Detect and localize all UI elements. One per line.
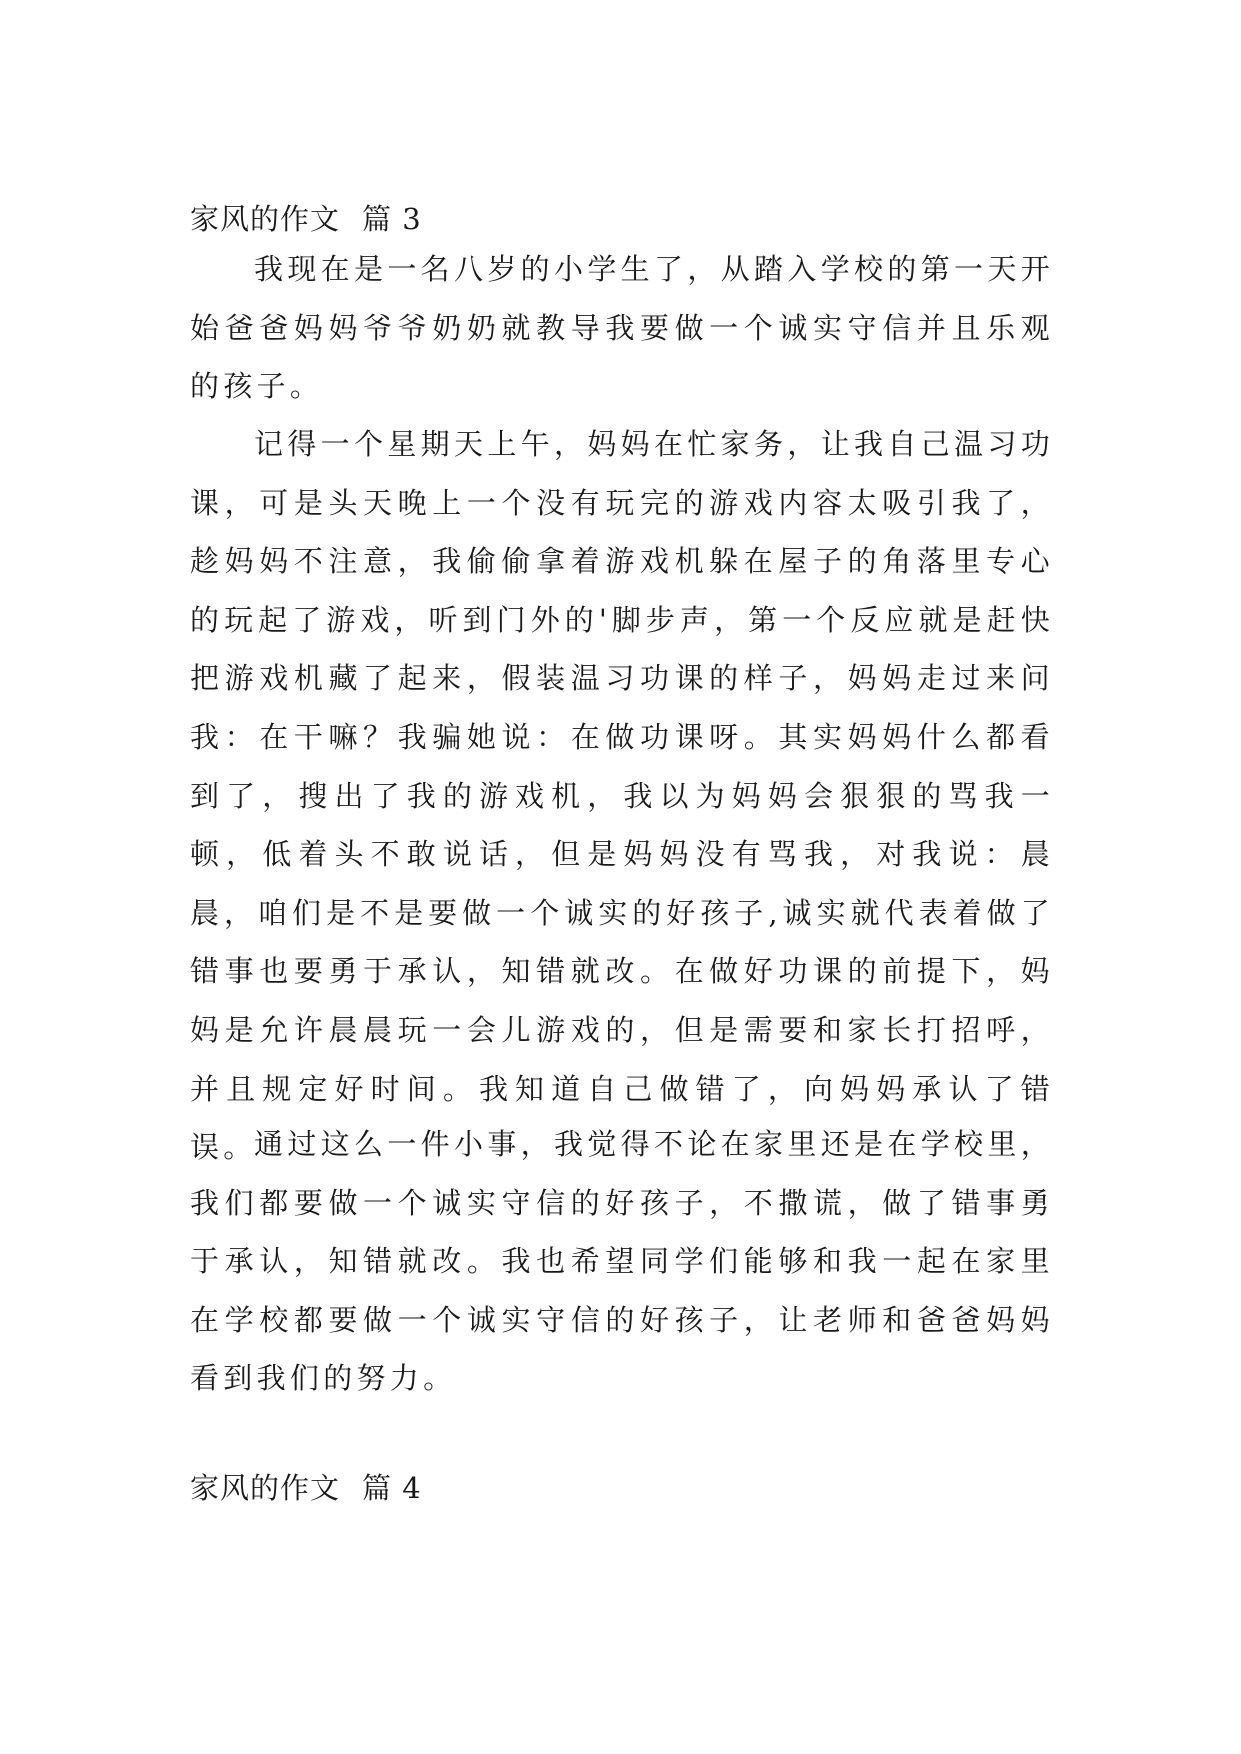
heading-number: 篇 3 (362, 202, 422, 236)
heading-number: 篇 4 (362, 1471, 422, 1505)
section-heading-3 (190, 199, 422, 239)
section-heading-4 (190, 1468, 422, 1508)
heading-title: 家风的作文 (190, 1471, 341, 1505)
paragraph-3: 通过这么一件小事，我觉得不论在家里还是在学校里，我们都要做一个诚实守信的好孩子，不撒谎，做了错事勇于承认，知错就改。我也希望同学们能够和我一起在家里在学校都要做一个诚实守信的好孩子，让老师和爸爸妈妈看到我们的努力。 (190, 1127, 1054, 1396)
paragraph-1: 我现在是一名八岁的小学生了，从踏入学校的第一天开始爸爸妈妈爷爷奶奶就教导我要做一个诚实守信并且乐观的孩子。 (190, 252, 1054, 404)
heading-title: 家风的作文 (190, 202, 341, 236)
paragraph-2: 记得一个星期天上午，妈妈在忙家务，让我自己温习功课，可是头天晚上一个没有玩完的游戏内容太吸引我了，趁妈妈不注意，我偷偷拿着游戏机躲在屋子的角落里专心的玩起了游戏，听到门外的'脚步声，第一个反应就是赶快把游戏机藏了起来，假装温习功课的样子，妈妈走过来问我：在干嘛？我骗她说：在做功课呀。其实妈妈什么都看到了，搜出了我的游戏机，我以为妈妈会狠狠的骂我一顿，低着头不敢说话，但是妈妈没有骂我，对我说：晨晨，咱们是不是要做一个诚实的好孩子,诚实就代表着做了错事也要勇于承认，知错就改。在做好功课的前提下，妈妈是允许晨晨玩一会儿游戏的，但是需要和家长打招呼，并且规定好时间。我知道自己做错了，向妈妈承认了错误。 (190, 427, 1054, 1165)
